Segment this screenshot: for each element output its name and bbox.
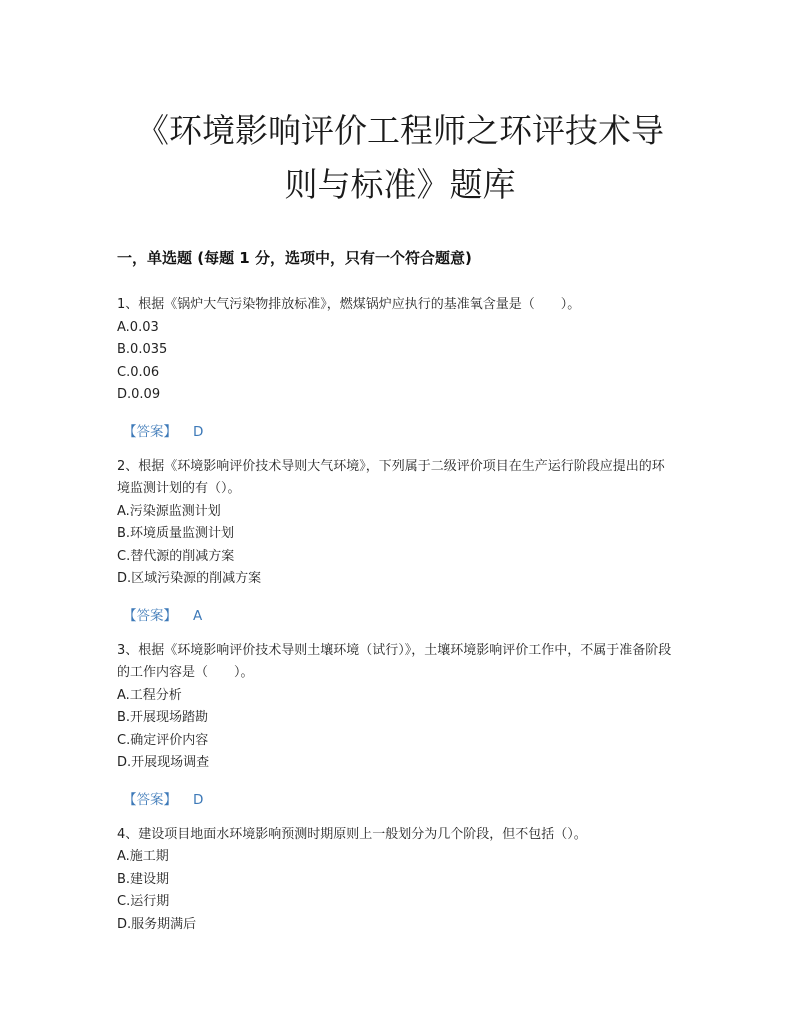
option-d: D.区域污染源的削减方案 [117,571,262,586]
question-1 [117,294,677,443]
answer-line [123,789,677,811]
option-b: B.开展现场踏勘 [117,710,209,725]
option-c: C.替代源的削减方案 [117,548,235,564]
document-title-line-2: 则与标准》题库 [284,165,516,204]
answer-label: 【答案】 [123,791,177,808]
option-b: B.0.035 [117,342,168,357]
option-d: D.0.09 [117,387,161,402]
answer-value: D [193,791,204,808]
option-a: A.工程分析 [117,687,182,703]
question-3 [117,640,677,811]
answer-label: 【答案】 [123,607,177,624]
option-a: A.0.03 [117,319,159,335]
document-title-line-1: 《环境影响评价工程师之环评技术导 [136,111,664,150]
option-c: C.运行期 [117,894,170,909]
question-4 [117,824,677,937]
option-c: C.确定评价内容 [117,732,209,748]
option-a: A.施工期 [117,849,169,864]
option-d: D.开展现场调查 [117,755,210,770]
answer-value: D [193,423,204,440]
question-stem: 1、根据《锅炉大气污染物排放标准》，燃煤锅炉应执行的基准氧含量是（ ）。 [117,297,581,312]
option-b: B.建设期 [117,871,170,887]
answer-value: A [193,607,203,624]
answer-line [123,605,677,627]
answer-line [123,421,677,443]
question-2 [117,456,677,627]
option-c: C.0.06 [117,364,160,380]
option-d: D.服务期满后 [117,916,197,932]
question-stem: 4、建设项目地面水环境影响预测时期原则上一般划分为几个阶段，但不包括（）。 [117,826,587,842]
section-heading: 一，单选题 (每题 1 分，选项中，只有一个符合题意) [117,249,472,267]
question-list [117,294,677,936]
answer-label: 【答案】 [123,423,177,440]
document-title [100,104,700,212]
option-b: B.环境质量监测计划 [117,526,235,541]
question-stem: 3、根据《环境影响评价技术导则土壤环境（试行）》，土壤环境影响评价工作中，不属于准备阶段的工作内容是（ ）。 [117,642,672,680]
question-stem: 2、根据《环境影响评价技术导则大气环境》，下列属于二级评价项目在生产运行阶段应提出的环境监测计划的有（）。 [117,458,665,496]
option-a: A.污染源监测计划 [117,503,221,519]
